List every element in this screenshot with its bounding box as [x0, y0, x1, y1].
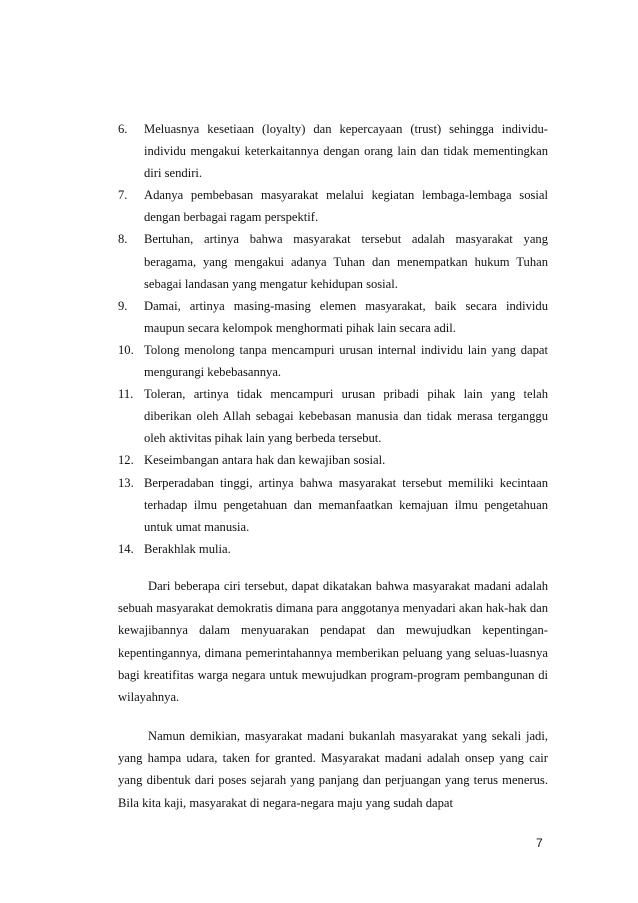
list-item — [118, 472, 548, 538]
list-item — [118, 295, 548, 339]
body-paragraph: Dari beberapa ciri tersebut, dapat dikatakan bahwa masyarakat madani adalah sebuah masyarakat demokratis dimana para anggotanya menyadari akan hak-hak dan kewajibannya dalam menyuarakan pendapat dan mewujudkan kepentingan-kepentingannya, dimana pemerintahannya memberikan peluang yang seluas-luasnya bagi kreatifitas warga negara untuk mewujudkan program-program pembangunan di wilayahnya. — [118, 579, 548, 705]
list-item — [118, 184, 548, 228]
list-number: 12. — [118, 453, 134, 468]
list-item — [118, 118, 548, 184]
list-text: Adanya pembebasan masyarakat melalui kegiatan lembaga-lembaga sosial dengan berbagai ragam perspektif. — [144, 188, 548, 225]
list-item — [118, 228, 548, 294]
page-number: 7 — [536, 836, 543, 850]
body-paragraph: Namun demikian, masyarakat madani bukanlah masyarakat yang sekali jadi, yang hampa udara, taken for granted. Masyarakat madani adalah onsep yang cair yang dibentuk dari poses sejarah yang panjang dan perjuangan yang terus menerus. Bila kita kaji, masyarakat di negara-negara maju yang sudah dapat — [118, 729, 548, 810]
list-item — [118, 449, 548, 471]
list-number: 14. — [118, 541, 134, 556]
list-text: Toleran, artinya tidak mencampuri urusan pribadi pihak lain yang telah diberikan oleh Allah sebagai kebebasan manusia dan tidak merasa terganggu oleh aktivitas pihak lain yang berbeda tersebut. — [144, 387, 548, 446]
list-number: 10. — [118, 342, 134, 357]
list-item — [118, 339, 548, 383]
list-text: Damai, artinya masing-masing elemen masyarakat, baik secara individu maupun secara kelompok menghormati pihak lain secara adil. — [144, 298, 548, 335]
list-number: 11. — [118, 387, 134, 402]
list-number: 7. — [118, 188, 128, 203]
list-item — [118, 383, 548, 449]
list-text: Tolong menolong tanpa mencampuri urusan internal individu lain yang dapat mengurangi kebebasannya. — [144, 342, 548, 380]
list-text: Meluasnya kesetiaan (loyalty) dan kepercayaan (trust) sehingga individu-individu mengakui keterkaitannya dengan orang lain dan tidak mementingkan diri sendiri. — [144, 122, 548, 181]
list-number: 6. — [118, 122, 128, 136]
list-text: Bertuhan, artinya bahwa masyarakat tersebut adalah masyarakat yang beragama, yang mengakui adanya Tuhan dan menempatkan hukum Tuhan sebagai landasan yang mengatur kehidupan sosial. — [144, 232, 548, 291]
list-text: Keseimbangan antara hak dan kewajiban sosial. — [144, 453, 386, 468]
list-number: 13. — [118, 475, 134, 490]
list-number: 9. — [118, 298, 128, 313]
list-number: 8. — [118, 232, 128, 247]
list-text: Berakhlak mulia. — [144, 541, 231, 556]
characteristics-list — [118, 118, 548, 560]
list-item — [118, 538, 548, 560]
list-text: Berperadaban tinggi, artinya bahwa masyarakat tersebut memiliki kecintaan terhadap ilmu pengetahuan dan memanfaatkan kemajuan ilmu pengetahuan untuk umat manusia. — [144, 475, 548, 534]
